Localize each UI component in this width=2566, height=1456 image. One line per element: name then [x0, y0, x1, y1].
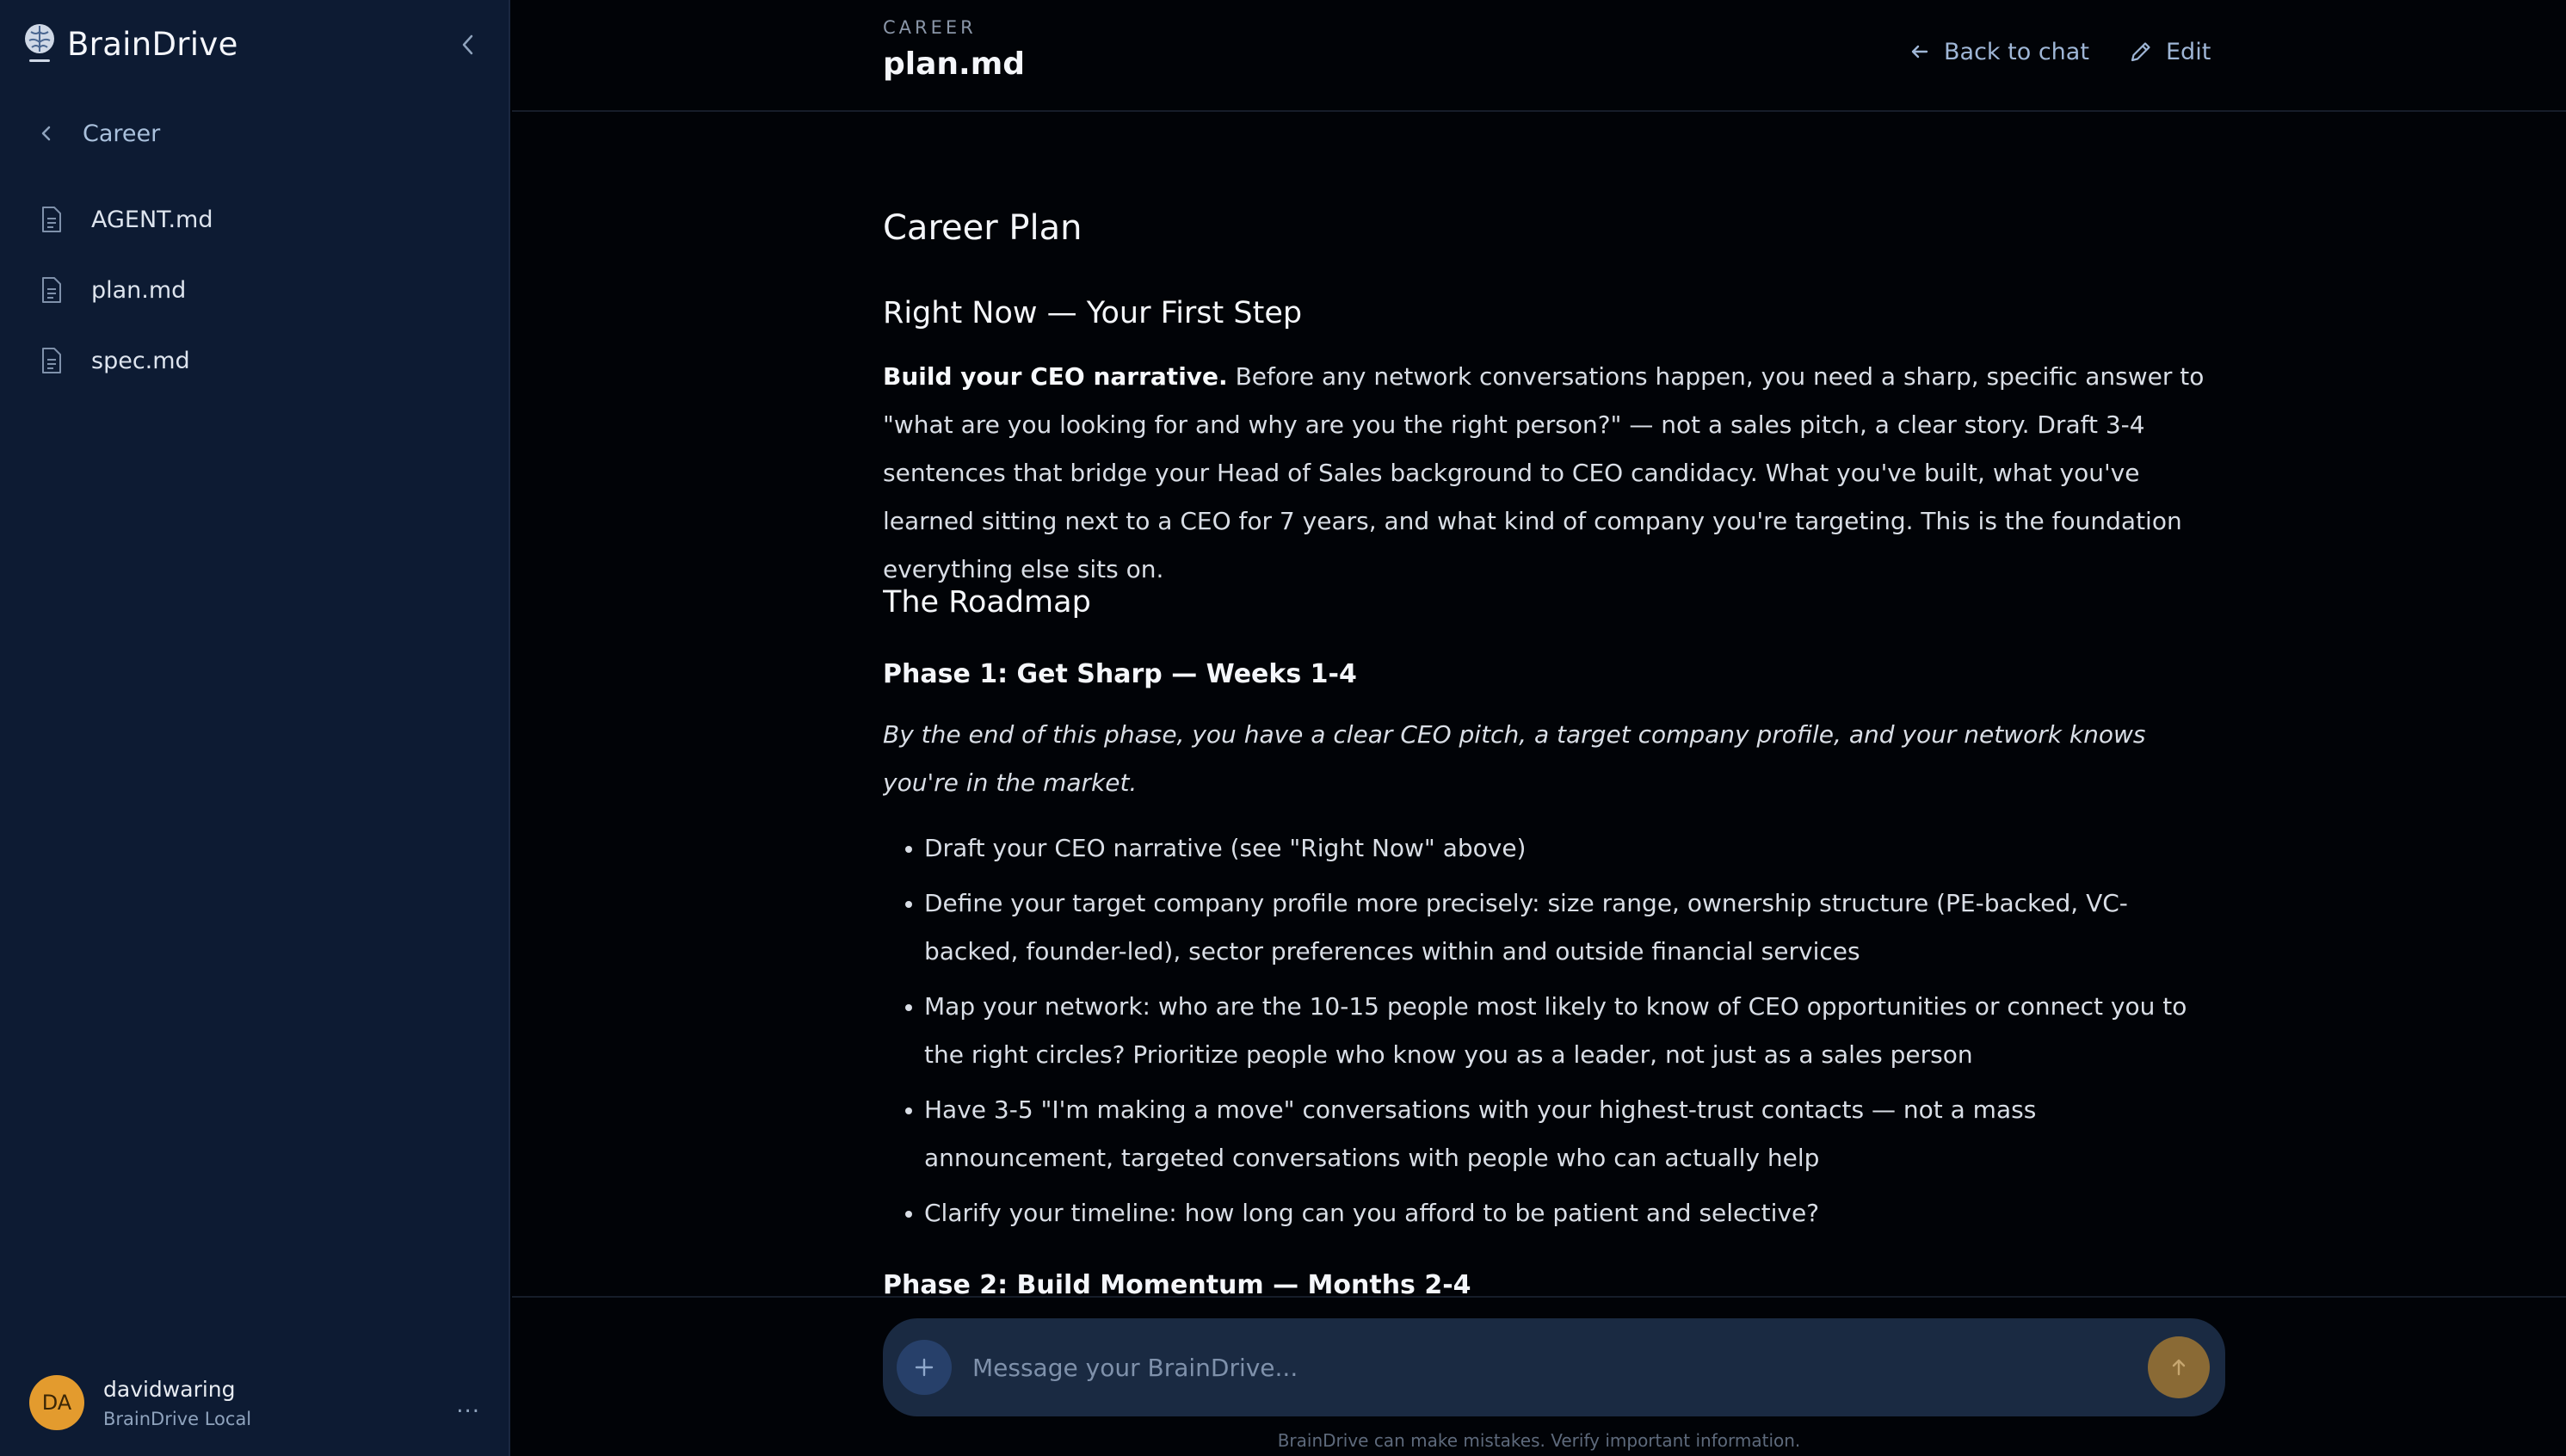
section-heading-first-step: Right Now — Your First Step — [883, 296, 1303, 330]
arrow-up-icon — [2167, 1355, 2191, 1379]
send-button[interactable] — [2148, 1336, 2210, 1398]
document-content — [883, 129, 2208, 1296]
phase1-list — [883, 824, 2208, 1244]
attach-button[interactable] — [897, 1340, 952, 1395]
arrow-left-icon — [1908, 40, 1932, 64]
avatar: DA — [29, 1375, 84, 1430]
message-input[interactable] — [972, 1354, 2148, 1382]
sidebar — [0, 0, 510, 1456]
brand[interactable] — [22, 19, 238, 69]
back-to-chat-button[interactable] — [1908, 34, 2089, 69]
page-title: plan.md — [883, 46, 1025, 82]
phase2-heading: Phase 2: Build Momentum — Months 2-4 — [883, 1270, 1471, 1296]
user-text — [103, 1377, 251, 1429]
doc-header — [512, 0, 2566, 112]
phase1-heading: Phase 1: Get Sharp — Weeks 1-4 — [883, 659, 1357, 689]
user-subtitle: BrainDrive Local — [103, 1408, 252, 1429]
composer-area — [512, 1296, 2566, 1456]
file-label: plan.md — [91, 276, 187, 304]
edit-label: Edit — [2166, 38, 2211, 65]
user-name: davidwaring — [103, 1376, 236, 1402]
doc-heading: Career Plan — [883, 208, 1083, 248]
list-item: Define your target company profile more precisely: size range, ownership structure (PE-backed, VC-backed, founder-led), sector preferences within and outside financial services — [883, 879, 2208, 976]
brain-logo-icon — [22, 22, 57, 66]
file-label: AGENT.md — [91, 206, 213, 233]
file-list — [40, 191, 213, 396]
back-to-chat-label: Back to chat — [1944, 38, 2089, 65]
collapse-sidebar-button[interactable] — [454, 28, 480, 62]
plus-icon — [913, 1356, 935, 1379]
disclaimer: BrainDrive can make mistakes. Verify important information. — [1277, 1430, 1801, 1451]
pencil-icon — [2128, 39, 2154, 65]
phase1-summary: By the end of this phase, you have a clear CEO pitch, a target company profile, and your network knows you're in the market. — [883, 720, 2146, 797]
breadcrumb-label: Career — [83, 120, 161, 147]
brand-name: BrainDrive — [67, 25, 238, 63]
chevron-left-icon — [459, 33, 476, 57]
file-item-spec[interactable] — [40, 325, 213, 396]
list-item: Draft your CEO narrative (see "Right Now" above) — [883, 824, 2208, 873]
chevron-left-icon — [34, 121, 59, 145]
first-step-bold: Build your CEO narrative. — [883, 362, 1228, 391]
file-label: spec.md — [91, 347, 190, 374]
section-heading-roadmap: The Roadmap — [883, 585, 1091, 620]
file-icon — [40, 206, 64, 233]
list-item: Clarify your timeline: how long can you afford to be patient and selective? — [883, 1189, 2208, 1237]
file-icon — [40, 347, 64, 374]
first-step-paragraph — [883, 353, 2208, 594]
list-item: Map your network: who are the 10-15 people most likely to know of CEO opportunities or connect you to the right circles? Prioritize people who know you as a leader, not just as a sales person — [883, 983, 2208, 1079]
user-profile[interactable] — [29, 1373, 494, 1432]
list-item: Have 3-5 "I'm making a move" conversations with your highest-trust contacts — not a mass announcement, targeted conversations with people who can actually help — [883, 1086, 2208, 1182]
message-composer — [883, 1318, 2225, 1416]
user-menu-button[interactable]: ... — [456, 1392, 480, 1418]
file-icon — [40, 276, 64, 304]
file-item-plan[interactable] — [40, 255, 213, 325]
edit-button[interactable] — [2128, 34, 2211, 69]
file-item-agent[interactable] — [40, 184, 213, 255]
section-label: CAREER — [883, 17, 977, 38]
first-step-body: Before any network conversations happen, you need a sharp, specific answer to "what are you looking for and why are you the right person?" — not a sales pitch, a clear story. Draft 3-4 sentences that bridge your Head of Sales background to CEO candidacy. What you've built, what you've learned sitting next to a CEO for 7 years, and what kind of company you're targeting. This is the foundation everything else sits on. — [883, 362, 2205, 583]
breadcrumb-back[interactable] — [34, 115, 160, 151]
